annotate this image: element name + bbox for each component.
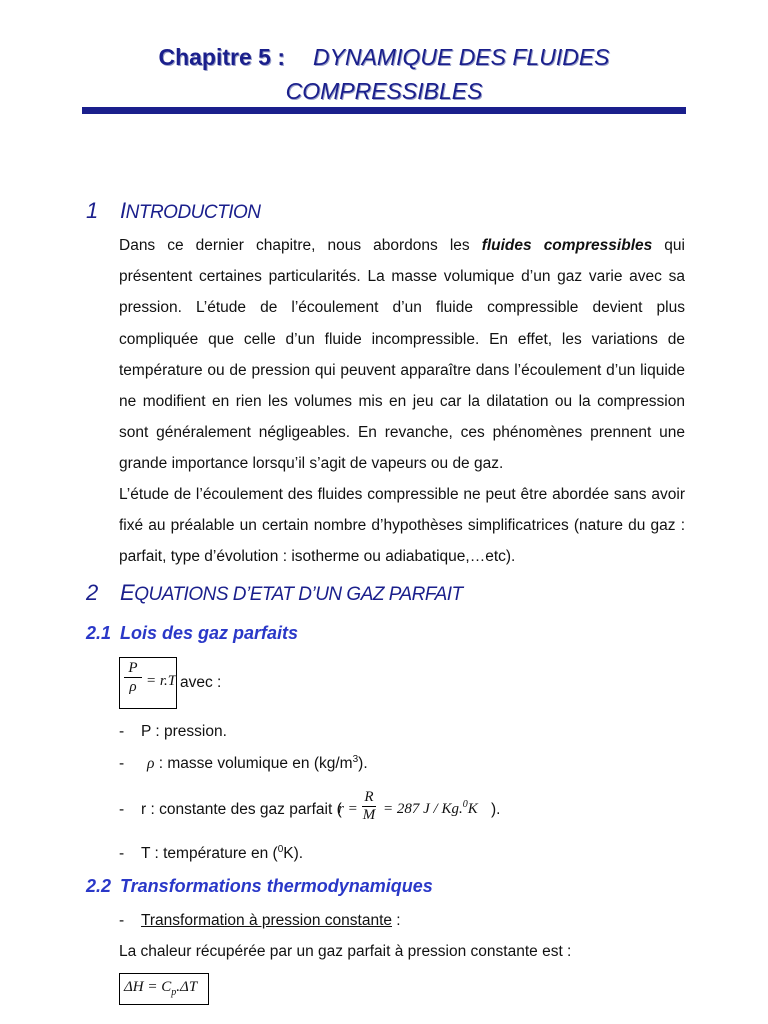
- section-2-number: 2: [86, 580, 98, 605]
- enthalpy-subscript: p: [171, 987, 177, 998]
- pressure-text: P : pression.: [141, 723, 227, 740]
- chapter-label: Chapitre 5 :: [158, 44, 286, 70]
- section-2-title-rest: QUATIONS D’ETAT D’UN GAZ PARFAIT: [134, 584, 463, 605]
- enthalpy-rhs: .ΔT: [176, 979, 198, 995]
- enthalpy-lhs: ΔH = C: [124, 979, 172, 995]
- subsection-2-2-heading: [86, 876, 433, 897]
- list-item-pressure: - P : pression.: [119, 723, 227, 740]
- r-equation-fraction: [362, 789, 376, 824]
- title-rule: [82, 107, 686, 114]
- section-2-heading: [86, 580, 463, 606]
- constant-pressure-colon: :: [392, 912, 401, 929]
- gas-constant-text: r : constante des gaz parfait (: [141, 801, 342, 818]
- gas-constant-close: ).: [491, 801, 501, 818]
- list-item-density: - ρ : masse volumique en $(kg/m^3)$.: [119, 753, 368, 772]
- temperature-exponent: 0: [277, 843, 284, 855]
- chapter-title-line1: [82, 40, 686, 74]
- para1-emphasis: fluides compressibles: [481, 237, 653, 254]
- temperature-close: K).: [283, 845, 304, 862]
- density-exponent: 3: [352, 753, 359, 765]
- enthalpy-equation-box: [119, 973, 209, 1005]
- subsection-2-1-heading: [86, 623, 298, 644]
- r-fraction-denominator: M: [362, 807, 376, 823]
- enthalpy-equation: [124, 979, 197, 996]
- list-item-temperature: - T : température en ($^0$K).: [119, 843, 304, 862]
- fraction-denominator: ρ: [129, 679, 137, 695]
- section-2-title-initial: E: [120, 580, 135, 605]
- temperature-text: T : température en (: [141, 845, 278, 862]
- rho-symbol: ρ: [147, 755, 155, 772]
- chapter-name-line2: COMPRESSIBLES: [285, 78, 483, 104]
- r-equation-lhs: r =: [338, 801, 358, 817]
- chapter-name-line1: DYNAMIQUE DES FLUIDES: [313, 44, 610, 70]
- ideal-gas-rhs: = r.T: [146, 673, 177, 689]
- ideal-gas-fraction: [124, 660, 142, 695]
- list-item-constant-pressure: - Transformation à pression constante :: [119, 912, 401, 929]
- avec-label: avec :: [180, 674, 222, 691]
- section-1-title-rest: NTRODUCTION: [125, 202, 261, 223]
- r-equation-rhs-group: [383, 801, 478, 818]
- section-1-title-initial: I: [120, 198, 126, 223]
- density-text: : masse volumique en (kg/m: [154, 755, 353, 772]
- chapter-title: [82, 40, 686, 108]
- density-close: ).: [358, 755, 368, 772]
- para1-after: qui présentent certaines particularités. La masse volumique d’un gaz varie avec sa pression. L’étude de l’écoulement d’un fluide compressible devient plus compliquée que celle d’un fluide incompressible. En effet, les variations de température ou de pression qui peuvent apparaître dans l’écoulement d’un liquide ne modifient en rien les volumes mis en jeu car la dilatation ou la compression sont généralement négligeables. En revanche, ces phénomènes prennent une grande importance lorsqu’il s’agit de vapeurs ou de gaz.: [119, 237, 685, 473]
- section-1-paragraph-2: L’étude de l’écoulement des fluides compressible ne peut être abordée sans avoir fixé au préalable un certain nombre d’hypothèses simplificatrices (nature du gaz : parfait, type d’évolution : isotherme ou adiabatique,…etc).: [119, 486, 685, 566]
- constant-pressure-label: Transformation à pression constante: [141, 912, 392, 929]
- fraction-numerator: P: [128, 660, 138, 676]
- r-fraction-numerator: R: [364, 789, 374, 805]
- subsection-2-2-number: 2.2: [86, 876, 112, 896]
- section-1-number: 1: [86, 198, 98, 223]
- section-1-paragraph-1: [119, 230, 685, 480]
- subsection-2-1-title: Lois des gaz parfaits: [120, 623, 299, 643]
- subsection-2-2-title: Transformations thermodynamiques: [120, 876, 433, 896]
- ideal-gas-equation-box: [119, 657, 177, 709]
- subsection-2-1-number: 2.1: [86, 623, 112, 643]
- fraction-bar: [124, 677, 142, 678]
- list-item-gas-constant: - r : constante des gaz parfait (: [119, 801, 342, 818]
- r-equation-exponent: 0: [462, 799, 468, 810]
- section-1-heading: [86, 198, 261, 224]
- r-equation-rhs: = 287 J / Kg.: [383, 801, 463, 817]
- para1-before: Dans ce dernier chapitre, nous abordons les: [119, 237, 482, 254]
- r-equation-unit: K: [467, 801, 478, 817]
- heat-description: La chaleur récupérée par un gaz parfait à pression constante est :: [119, 943, 572, 960]
